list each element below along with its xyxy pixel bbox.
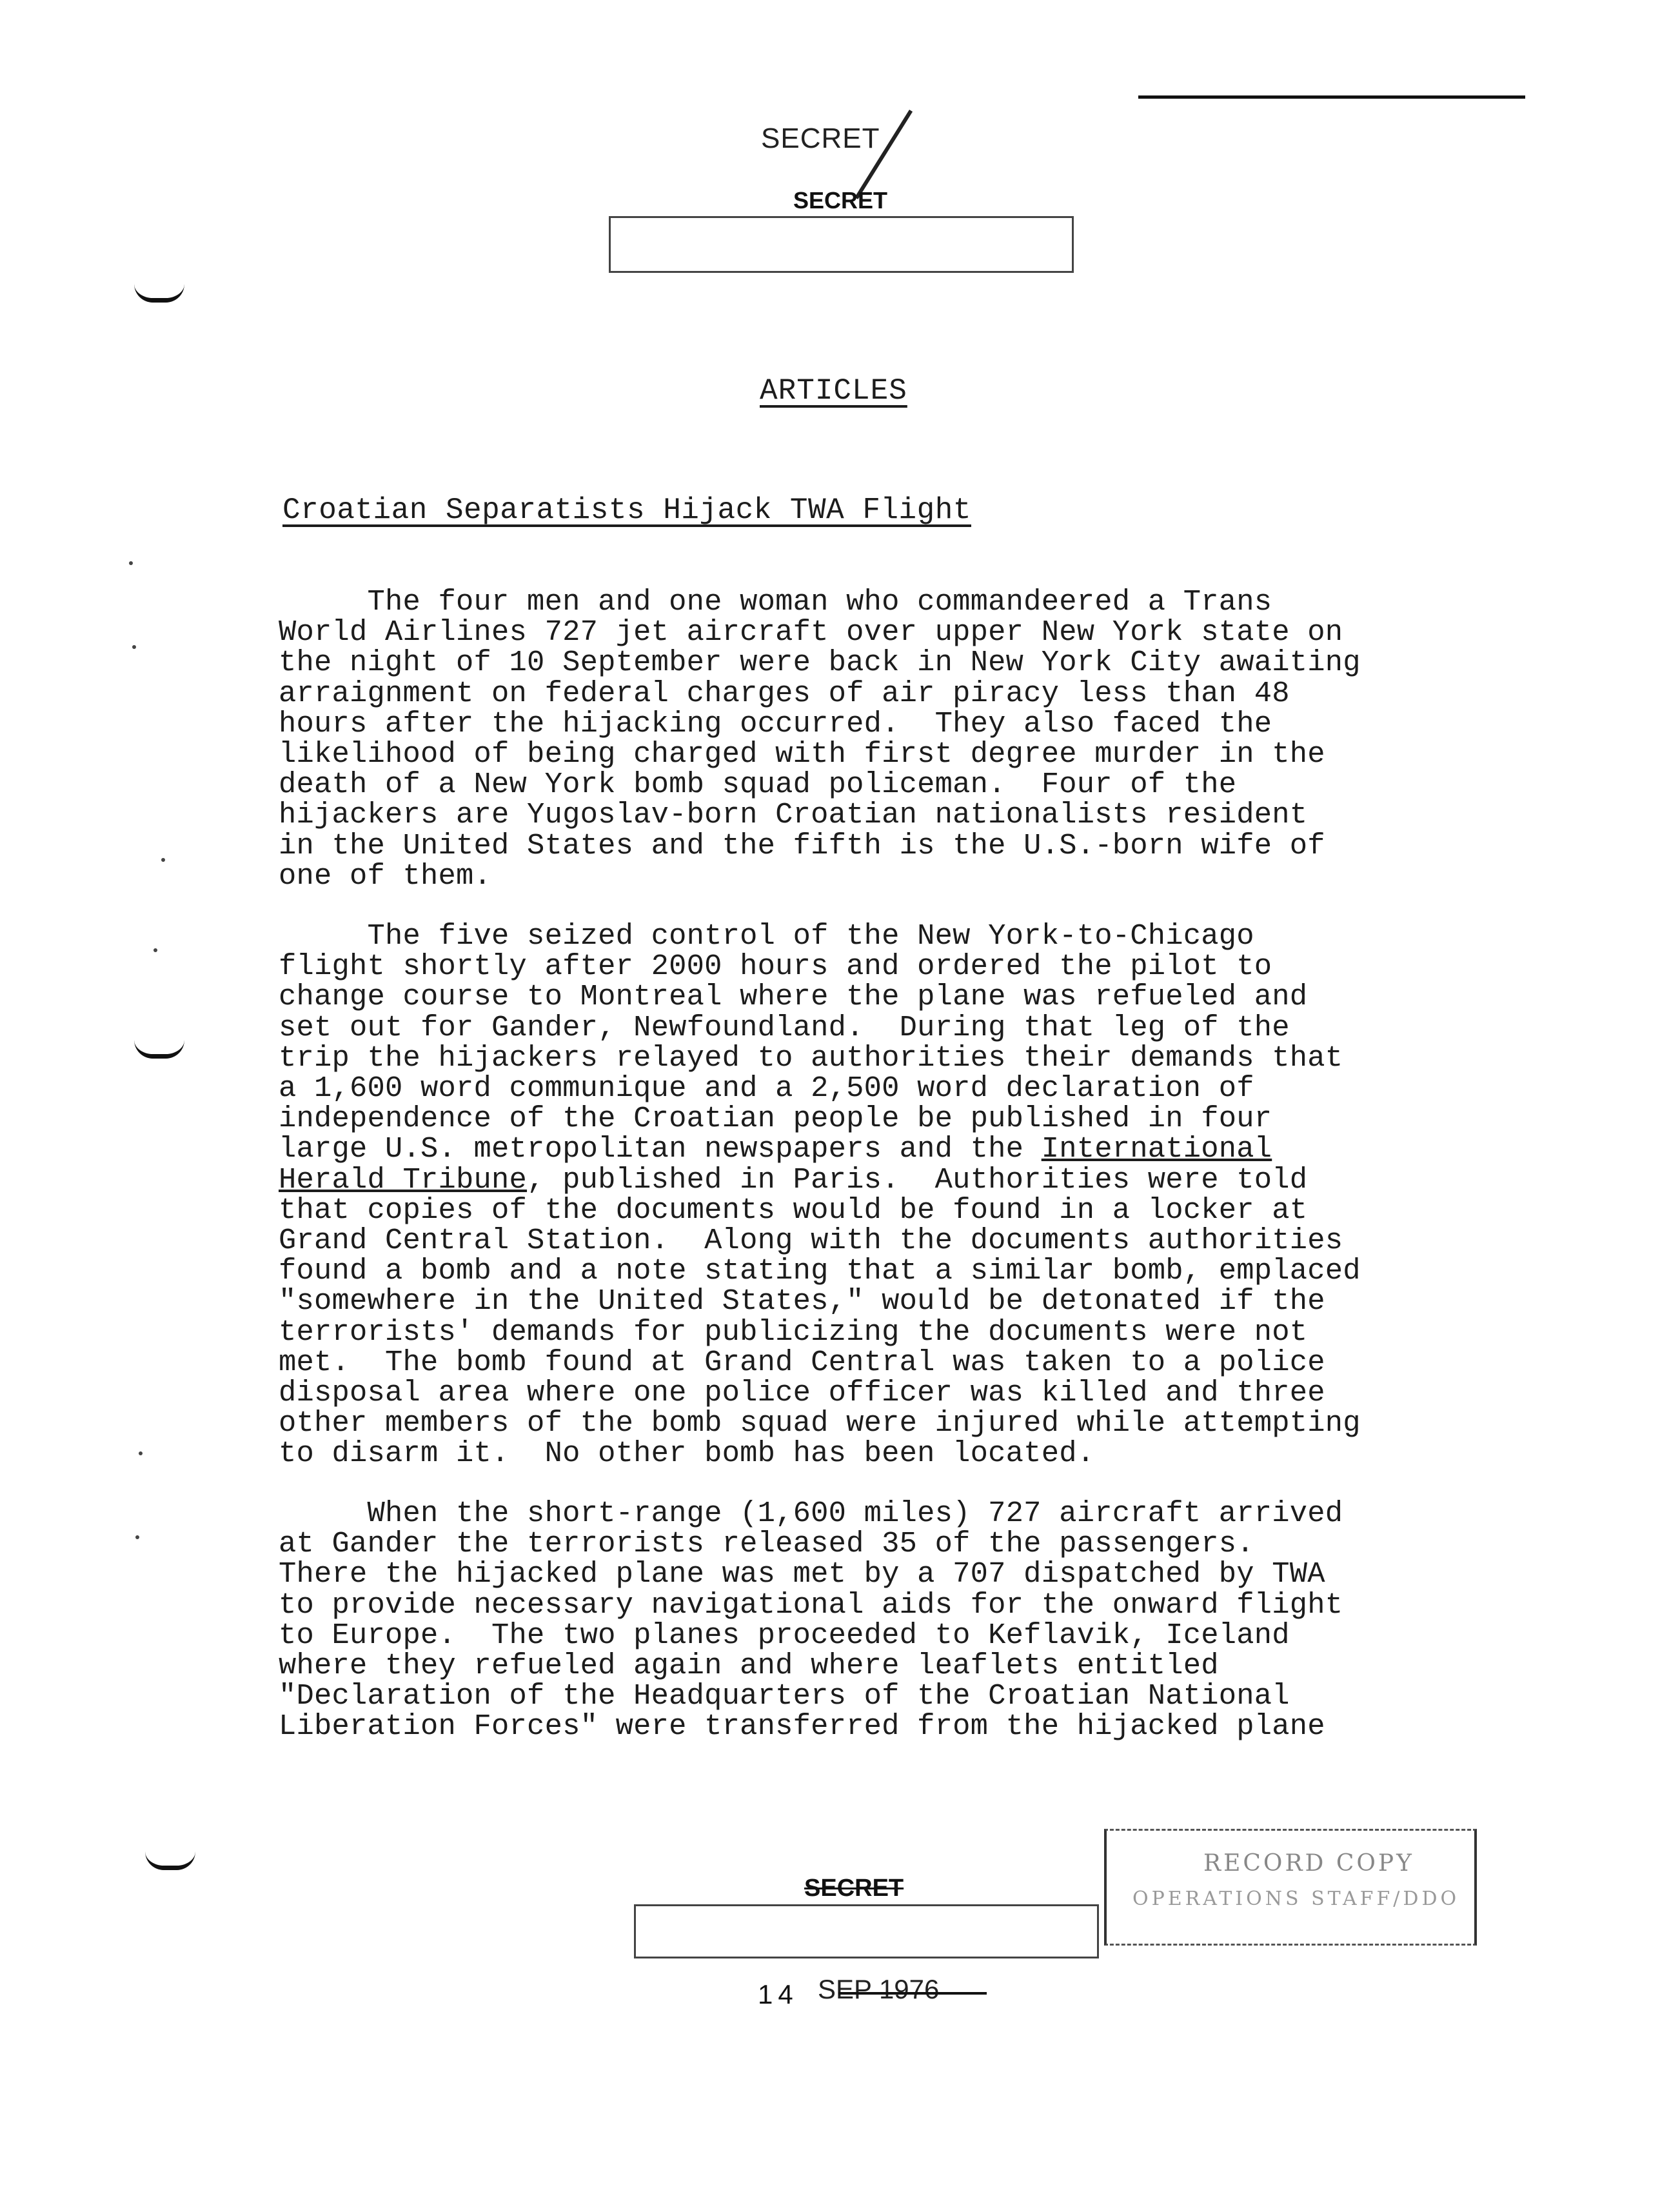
classification-footer: SECRET	[804, 1875, 904, 1902]
newspaper-name-line-1: International	[1041, 1132, 1272, 1166]
stamp-title: RECORD COPY	[1203, 1850, 1414, 1877]
classification-header: SECRET	[761, 123, 880, 154]
margin-mark-bottom	[145, 1851, 195, 1870]
footer-strike-line	[838, 1992, 987, 1995]
article-paragraph-1: The four men and one woman who commandeered a Trans World Airlines 727 jet aircraft over upper New York state on the night of 10 September were back in New York City awaiting arraignment on federal charges of air piracy less than 48 hours after the hijacking occurred. They also faced the likelihood of being charged with first degree murder in the death of a New York bomb squad policeman. Four of the hijackers are Yugoslav-born Croatian nationalists resident in the United States and the fifth is the U.S.-born wife of one of them.	[279, 585, 1361, 893]
classification-subheader: SECRET	[793, 187, 888, 214]
margin-speck	[135, 1535, 139, 1539]
record-copy-stamp	[1104, 1829, 1477, 1946]
newspaper-name-line-2: Herald Tribune	[279, 1162, 528, 1197]
date-stamp: SEP 1976	[818, 1974, 940, 2004]
margin-speck	[132, 645, 136, 649]
page-number: 14	[758, 1979, 798, 2009]
article-title: Croatian Separatists Hijack TWA Flight	[282, 493, 971, 527]
top-rule	[1138, 95, 1525, 99]
stamp-office: OPERATIONS STAFF/DDO	[1132, 1888, 1460, 1910]
paragraph-2-text-b: , published in Paris. Authorities were told that copies of the documents would be found in a locker at Grand Central Station. Along with the documents authorities found a bomb and a note stating that a similar bomb, emplaced "somewhere in the United States," would be detonated if the terrorists' demands for publicizing the documents were not met. The bomb found at Grand Central was taken to a police disposal area where one police officer was killed and three other members of the bomb squad were injured while attempting to disarm it. No other bomb has been located.	[279, 1162, 1361, 1471]
redaction-box-bottom	[634, 1904, 1099, 1958]
margin-speck	[161, 858, 165, 862]
margin-mark-middle	[134, 1040, 184, 1059]
margin-mark-top	[134, 284, 184, 303]
margin-speck	[139, 1451, 143, 1455]
margin-speck	[153, 948, 157, 952]
article-paragraph-3: When the short-range (1,600 miles) 727 aircraft arrived at Gander the terrorists released 35 of the passengers. There the hijacked plane was met by a 707 dispatched by TWA to provide necessary navigational aids for the onward flight to Europe. The two planes proceeded to Keflavik, Iceland where they refueled again and where leaflets entitled "Declaration of the Headquarters of the Croatian National Liberation Forces" were transferred from the hijacked plane	[279, 1497, 1343, 1744]
paragraph-2-text-a: The five seized control of the New York-to-Chicago flight shortly after 2000 hours and ordered the pilot to change course to Montreal where the plane was refueled and set out for Gander, Newfoundland. During that leg of the trip the hijackers relayed to authorities their demands that a 1,600 word communique and a 2,500 word declaration of independence of the Croatian people be published in four large U.S. metropolitan newspapers and the	[279, 919, 1343, 1166]
article-paragraph-2	[279, 921, 1452, 1470]
redaction-box-top	[609, 216, 1074, 273]
margin-speck	[129, 561, 133, 565]
section-title: ARTICLES	[760, 374, 907, 408]
